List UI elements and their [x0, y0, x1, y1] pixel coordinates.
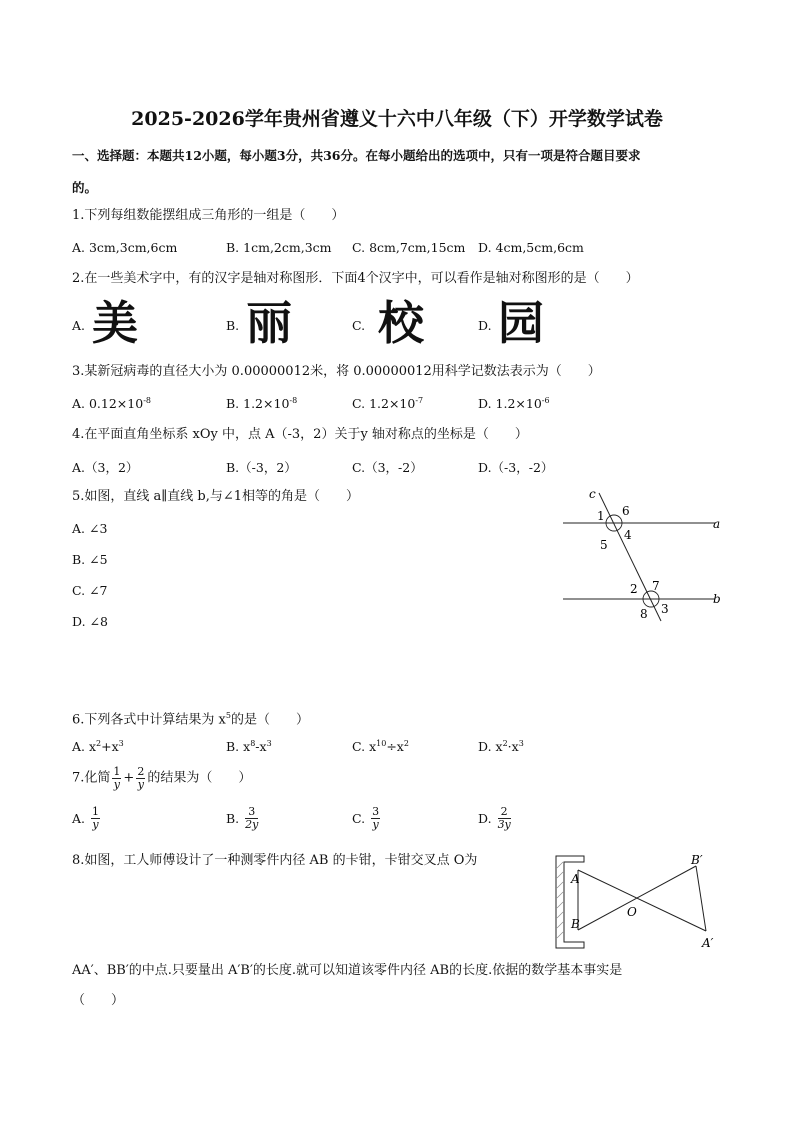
option-base: C. x [352, 739, 377, 755]
question-8-stem-line3: （ ） [72, 993, 125, 1008]
label-B: B [571, 917, 580, 931]
angle-label-1: 1 [597, 509, 605, 523]
angle-label-2: 2 [630, 582, 638, 596]
option-exp1: 8 [250, 739, 256, 748]
option-label: D. 1.2×10 [478, 396, 542, 412]
question-7-option-a[interactable] [72, 806, 102, 831]
question-6-option-d[interactable] [478, 739, 524, 754]
plus-sign: + [123, 770, 135, 786]
question-3-option-a[interactable] [72, 396, 151, 411]
question-6-option-c[interactable] [352, 739, 409, 754]
option-exponent: -6 [541, 396, 550, 405]
question-2-character-li: 丽 [246, 296, 292, 350]
line-c [599, 493, 661, 621]
fraction-numerator: 2 [498, 806, 511, 819]
question-7-option-b[interactable] [226, 806, 260, 831]
option-letter: C. [352, 811, 366, 826]
question-1-option-b[interactable]: B. 1cm,2cm,3cm [226, 240, 332, 255]
option-base: D. x [478, 739, 503, 755]
option-exponent: -8 [289, 396, 298, 405]
question-4-stem: 4.在平面直角坐标系 xOy 中，点 A（-3，2）关于y 轴对称点的坐标是（ ） [72, 427, 528, 442]
fraction-denominator: 3y [497, 818, 511, 831]
question-6-option-a[interactable] [72, 739, 124, 754]
question-2-option-b-letter[interactable]: B. [226, 318, 240, 333]
fraction-denominator: 2y [245, 818, 259, 831]
option-exp2: 3 [266, 739, 272, 748]
section-header-line1: 一、选择题：本题共12小题，每小题3分，共36分。在每小题给出的选项中，只有一项是符合题目要求 [72, 148, 641, 163]
option-base: B. x [226, 739, 251, 755]
option-exp2: 3 [518, 739, 524, 748]
question-1-option-a[interactable]: A. 3cm,3cm,6cm [72, 240, 178, 255]
fraction-denominator: y [137, 778, 144, 791]
option-fraction [371, 806, 380, 831]
question-2-stem: 2.在一些美术字中，有的汉字是轴对称图形．下面4个汉字中，可以看作是轴对称图形的是（ ） [72, 271, 639, 286]
option-label: C. 1.2×10 [352, 396, 416, 412]
question-7-option-c[interactable] [352, 806, 382, 831]
angle-label-7: 7 [652, 579, 660, 593]
question-2-character-mei: 美 [92, 296, 138, 350]
question-3-option-c[interactable] [352, 396, 423, 411]
parallel-lines-figure [555, 485, 735, 625]
label-a: a [713, 517, 721, 531]
caliper-figure [550, 848, 730, 958]
question-1-option-c[interactable]: C. 8cm,7cm,15cm [352, 240, 466, 255]
option-letter: D. [478, 811, 492, 826]
question-4-option-c[interactable]: C.（3，-2） [352, 460, 423, 475]
question-5-option-a[interactable]: A. ∠3 [72, 521, 108, 536]
label-Bprime: B′ [691, 853, 703, 867]
page-title: 2025-2026学年贵州省遵义十六中八年级（下）开学数学试卷 [131, 108, 663, 130]
question-7-option-d[interactable] [478, 806, 513, 831]
option-label: B. 1.2×10 [226, 396, 290, 412]
question-4-option-b[interactable]: B.（-3，2） [226, 460, 297, 475]
option-fraction [91, 806, 100, 831]
section-header-line2: 的。 [72, 180, 98, 195]
fraction-denominator: y [372, 818, 379, 831]
option-op: -x [255, 739, 267, 755]
part-bracket [556, 856, 584, 948]
question-8-stem-line2: AA′、BB′的中点.只要量出 A′B′的长度.就可以知道该零件内径 AB的长度.依据的数学基本事实是 [72, 963, 623, 978]
question-1-stem: 1.下列每组数能摆组成三角形的一组是（ ） [72, 208, 345, 223]
question-6-stem [72, 708, 309, 728]
question-2-character-xiao: 校 [378, 296, 424, 350]
option-letter: A. [72, 811, 86, 826]
option-exp1: 2 [96, 739, 102, 748]
option-fraction [498, 806, 511, 831]
stem-exponent: 5 [225, 711, 231, 720]
stem-text-end: 的结果为（ ） [147, 770, 252, 786]
question-7-stem [72, 766, 251, 791]
label-c: c [589, 487, 596, 501]
question-3-stem: 3.某新冠病毒的直径大小为 0.00000012米，将 0.00000012用科学记数法表示为（ ） [72, 364, 601, 379]
option-op: ÷x [386, 739, 404, 755]
question-5-option-c[interactable]: C. ∠7 [72, 583, 108, 598]
stem-text-end: 的是（ ） [230, 712, 309, 728]
segment-aprime-bprime [696, 866, 706, 931]
option-letter: B. [226, 811, 240, 826]
label-O: O [627, 905, 637, 919]
option-fraction [245, 806, 258, 831]
question-1-option-d[interactable]: D. 4cm,5cm,6cm [478, 240, 584, 255]
question-2-option-a-letter[interactable]: A. [72, 318, 86, 333]
question-4-option-a[interactable]: A.（3，2） [72, 460, 139, 475]
option-exp2: 2 [403, 739, 409, 748]
stem-text: 6.下列各式中计算结果为 x [72, 712, 226, 728]
angle-label-5: 5 [600, 538, 608, 552]
question-2-character-yuan: 园 [498, 296, 544, 350]
option-exp1: 2 [502, 739, 508, 748]
question-8-stem: 8.如图，工人师傅设计了一种测零件内径 AB 的卡钳，卡钳交叉点 O为 [72, 853, 478, 868]
option-exp1: 10 [376, 739, 387, 748]
option-op: ·x [507, 739, 519, 755]
fraction-denominator: y [113, 778, 121, 791]
stem-text: 7.化简 [72, 770, 111, 786]
question-5-option-d[interactable]: D. ∠8 [72, 614, 108, 629]
arm-b-bprime [578, 866, 696, 930]
question-4-option-d[interactable]: D.（-3，-2） [478, 460, 554, 475]
fraction-2-over-y [136, 766, 145, 791]
question-2-option-c-letter[interactable]: C. [352, 318, 366, 333]
question-3-option-d[interactable] [478, 396, 550, 411]
option-label: A. 0.12×10 [72, 396, 144, 412]
fraction-1-over-y [112, 766, 121, 791]
fraction-numerator: 3 [245, 806, 258, 819]
fraction-numerator: 1 [92, 805, 100, 818]
option-exp2: 3 [118, 739, 124, 748]
angle-label-6: 6 [622, 504, 630, 518]
option-op: +x [101, 739, 119, 755]
question-5-option-b[interactable]: B. ∠5 [72, 552, 108, 567]
option-base: A. x [72, 739, 97, 755]
option-exponent: -8 [143, 396, 151, 405]
angle-label-8: 8 [640, 607, 648, 621]
fraction-denominator: y [92, 818, 99, 831]
question-2-option-d-letter[interactable]: D. [478, 318, 492, 333]
fraction-numerator: 3 [372, 805, 380, 818]
fraction-numerator: 2 [137, 765, 145, 778]
label-A: A [571, 872, 580, 886]
option-exponent: -7 [415, 396, 424, 405]
angle-label-4: 4 [624, 528, 632, 542]
arm-a-aprime [578, 870, 706, 931]
angle-label-3: 3 [661, 602, 669, 616]
question-6-option-b[interactable] [226, 739, 272, 754]
label-b: b [713, 592, 721, 606]
label-Aprime: A′ [702, 936, 714, 950]
question-5-stem: 5.如图，直线 a∥直线 b,与∠1相等的角是（ ） [72, 489, 360, 504]
fraction-numerator: 1 [113, 765, 121, 778]
question-3-option-b[interactable] [226, 396, 297, 411]
